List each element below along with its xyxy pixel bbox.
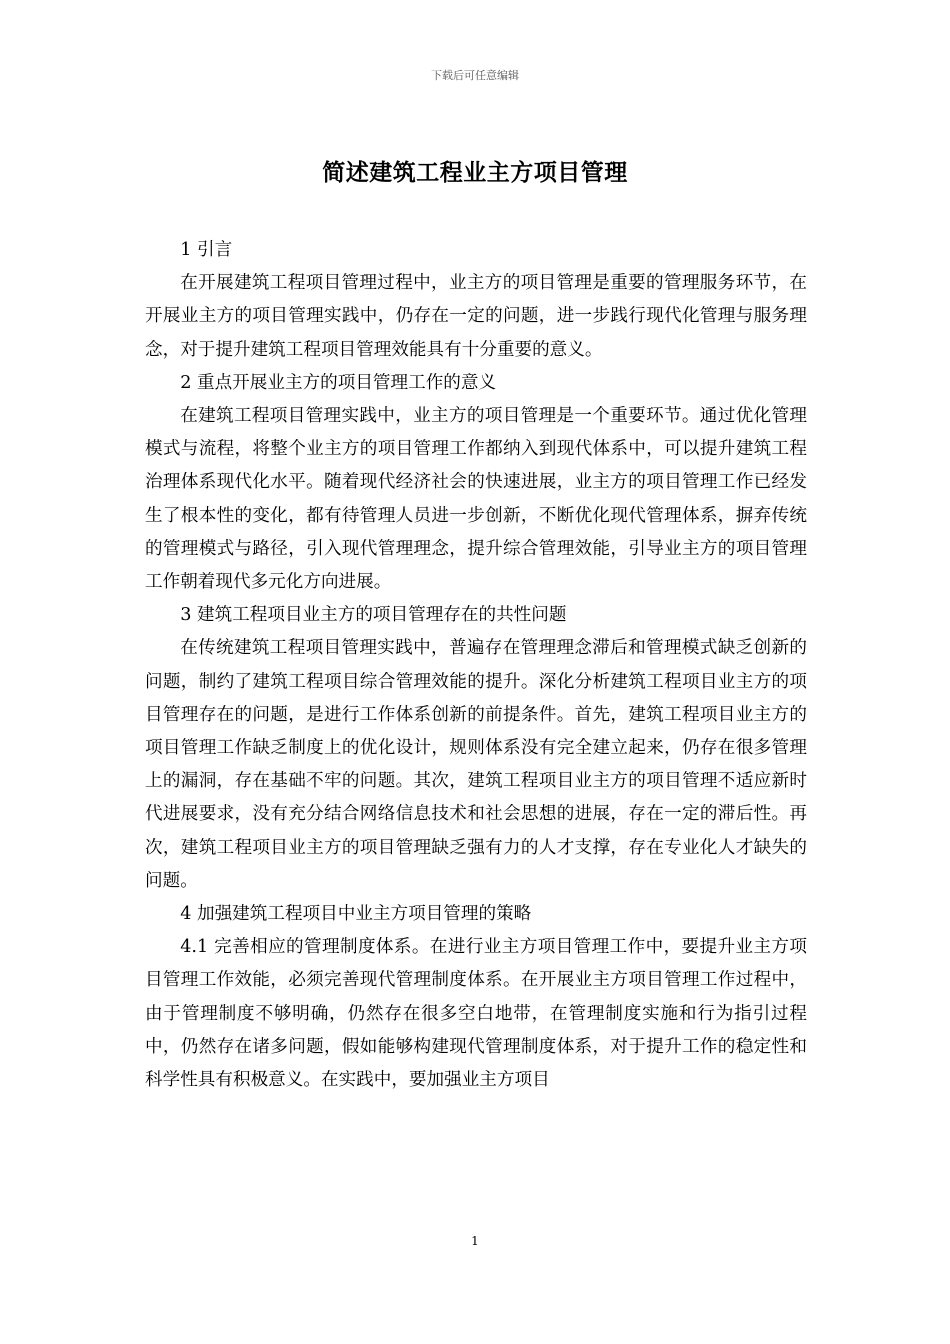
section-heading-intro: 1 引言 bbox=[180, 240, 233, 260]
paragraph: 在开展建筑工程项目管理过程中，业主方的项目管理是重要的管理服务环节，在开展业主方的项目管理实践中，仍存在一定的问题，进一步践行现代化管理与服务理念，对于提升建筑工程项目管理效能具有十分重要的意义。 bbox=[145, 273, 807, 360]
paragraph: 4.1 完善相应的管理制度体系。在进行业主方项目管理工作中，要提升业主方项目管理工作效能，必须完善现代管理制度体系。在开展业主方项目管理工作过程中，由于管理制度不够明确，仍然存在很多空白地带，在管理制度实施和行为指引过程中，仍然存在诸多问题，假如能够构建现代管理制度体系，对于提升工作的稳定性和科学性具有积极意义。在实践中，要加强业主方项目 bbox=[145, 937, 807, 1091]
section-heading-strategies: 4 加强建筑工程项目中业主方项目管理的策略 bbox=[180, 904, 532, 925]
paragraph: 在建筑工程项目管理实践中，业主方的项目管理是一个重要环节。通过优化管理模式与流程，将整个业主方的项目管理工作都纳入到现代体系中，可以提升建筑工程治理体系现代化水平。随着现代经济社会的快速进展，业主方的项目管理工作已经发生了根本性的变化，都有待管理人员进一步创新，不断优化现代管理体系，摒弃传统的管理模式与路径，引入现代管理理念，提升综合管理效能，引导业主方的项目管理工作朝着现代多元化方向进展。 bbox=[145, 406, 807, 593]
page-number: 1 bbox=[471, 1234, 479, 1248]
page-header: 下载后可任意编辑 bbox=[431, 69, 519, 82]
section-heading-problems: 3 建筑工程项目业主方的项目管理存在的共性问题 bbox=[180, 605, 567, 626]
document-title: 简述建筑工程业主方项目管理 bbox=[322, 159, 628, 186]
section-heading-significance: 2 重点开展业主方的项目管理工作的意义 bbox=[180, 372, 497, 393]
document-body bbox=[145, 234, 807, 1097]
paragraph: 在传统建筑工程项目管理实践中，普遍存在管理理念滞后和管理模式缺乏创新的问题，制约了建筑工程项目综合管理效能的提升。深化分析建筑工程项目业主方的项目管理存在的问题，是进行工作体系创新的前提条件。首先，建筑工程项目业主方的项目管理工作缺乏制度上的优化设计，规则体系没有完全建立起来，仍存在很多管理上的漏洞，存在基础不牢的问题。其次，建筑工程项目业主方的项目管理不适应新时代进展要求，没有充分结合网络信息技术和社会思想的进展，存在一定的滞后性。再次，建筑工程项目业主方的项目管理缺乏强有力的人才支撑，存在专业化人才缺失的问题。 bbox=[145, 638, 807, 891]
